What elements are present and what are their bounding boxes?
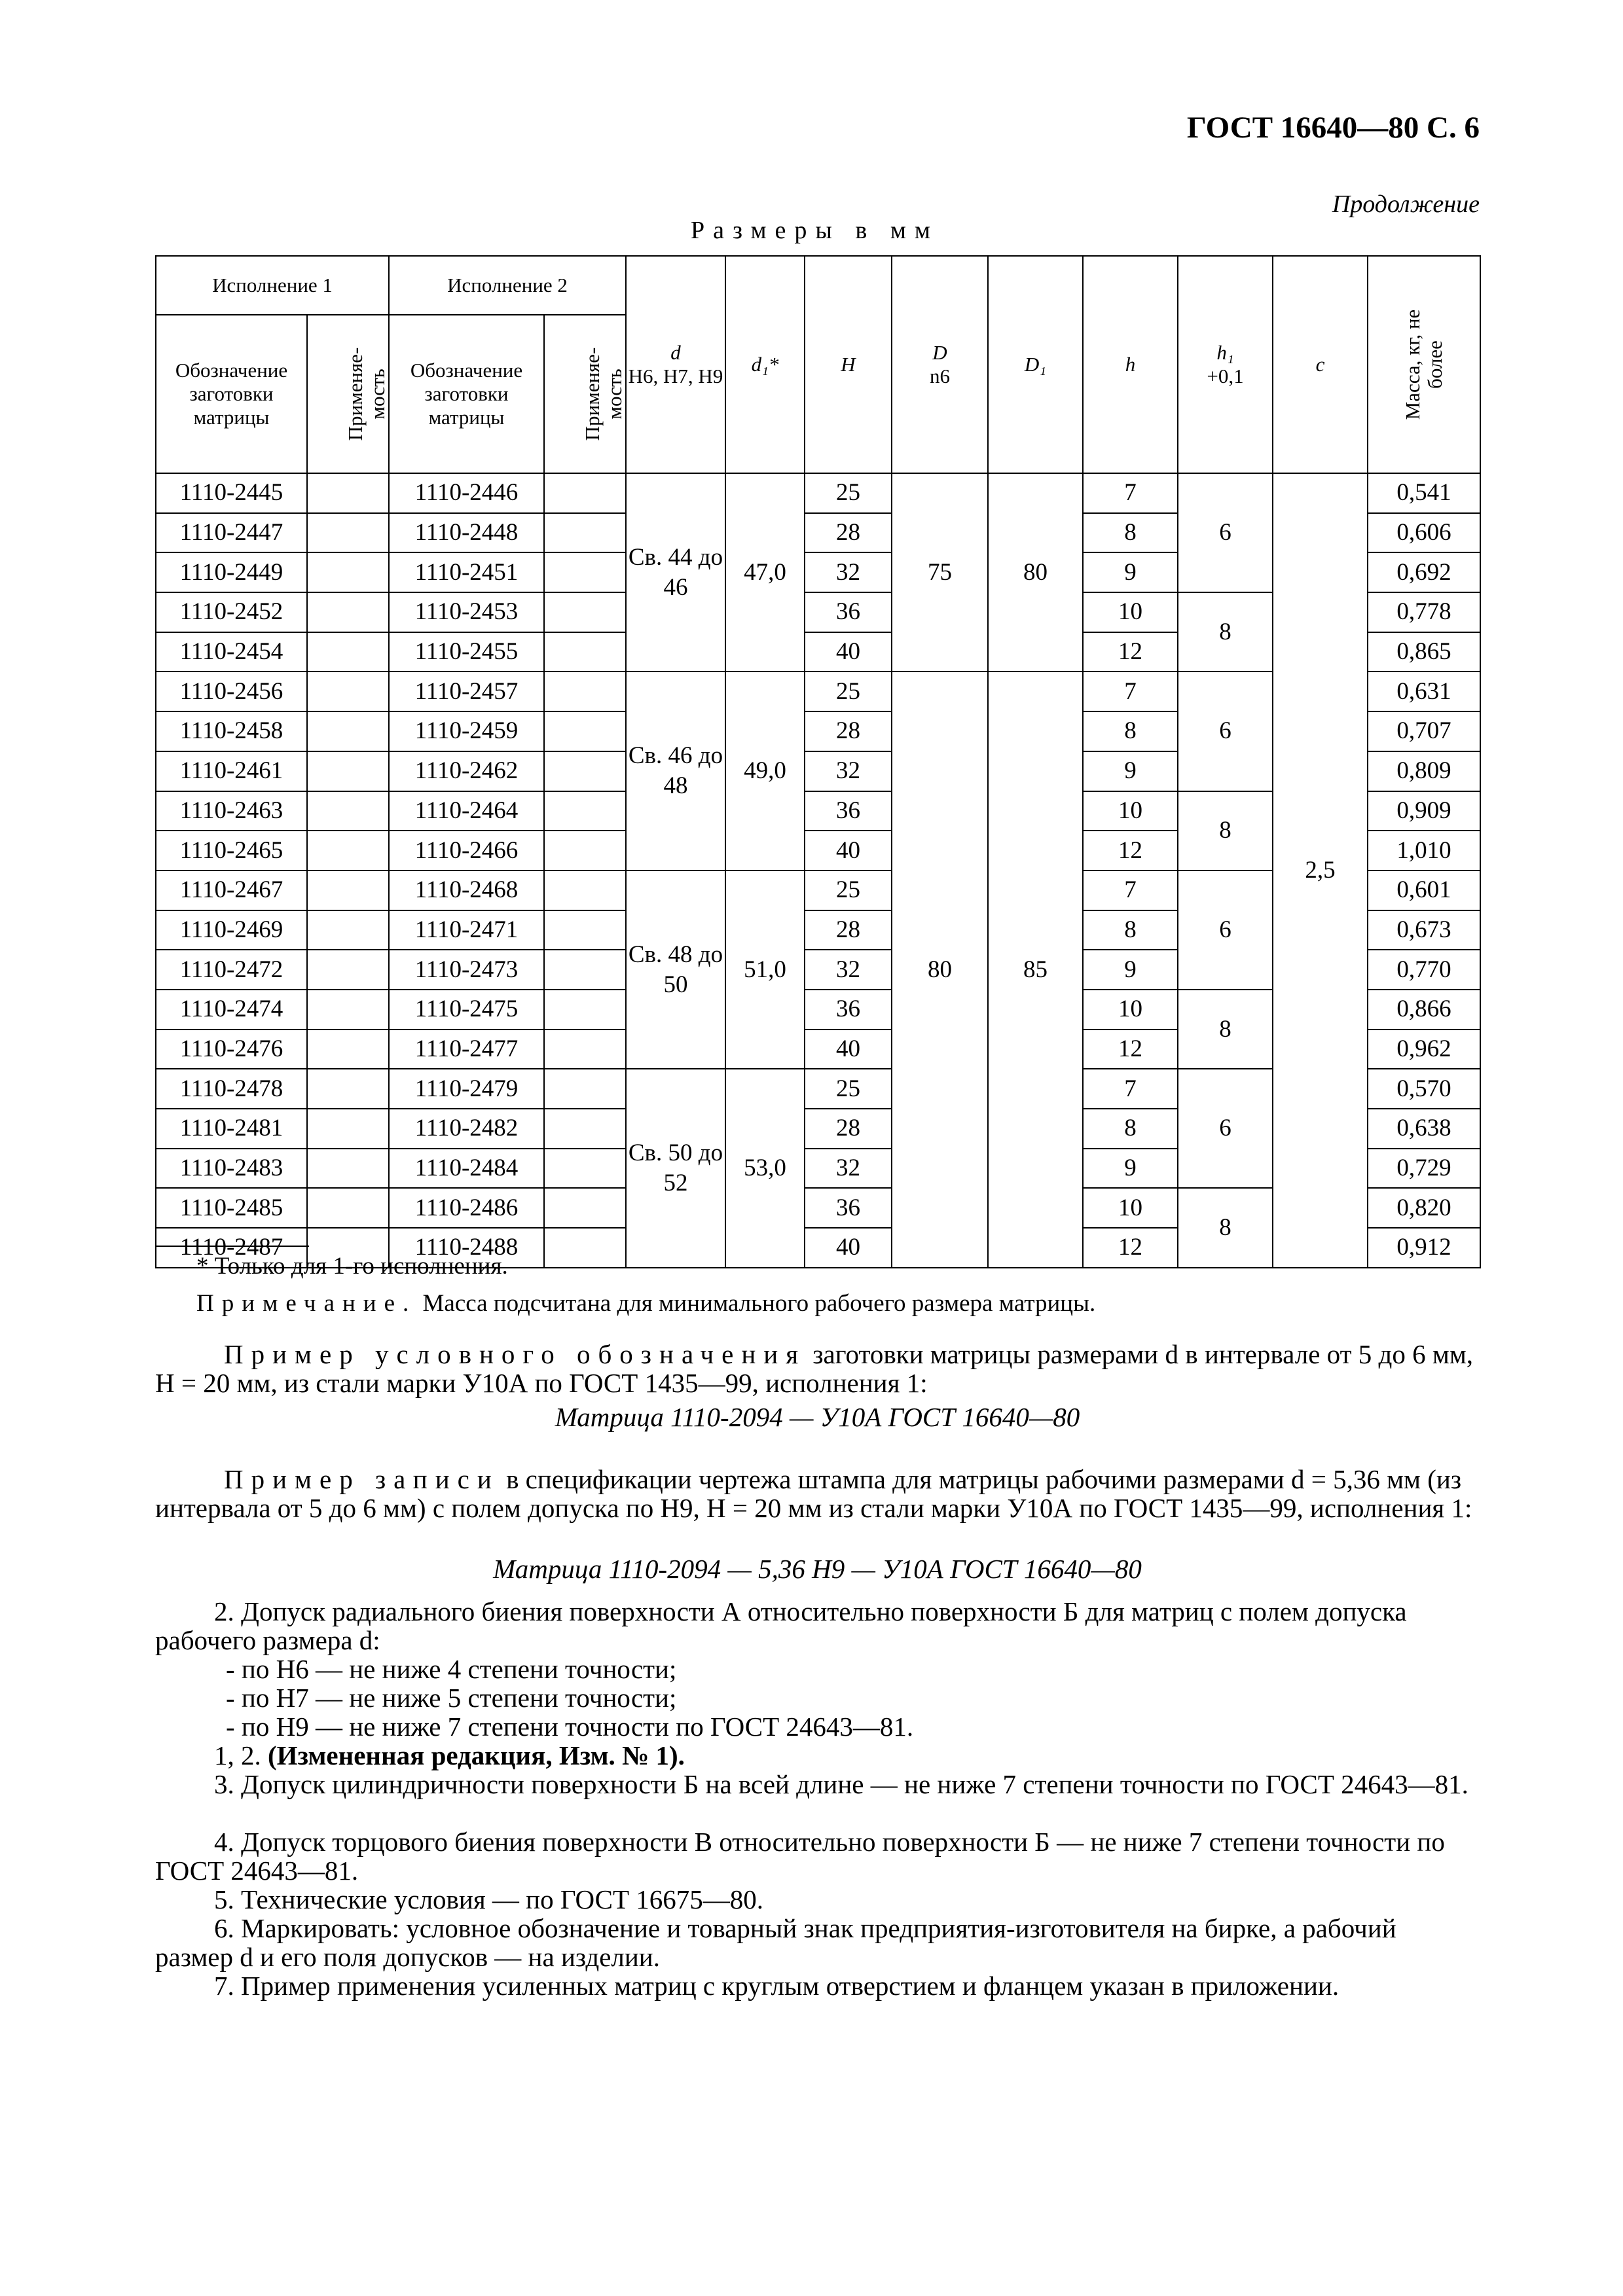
example-designation-label: Пример условного обозначения xyxy=(224,1339,807,1369)
header-designation-2: Обозначение заготовки матрицы xyxy=(389,315,544,473)
cell-mass: 0,601 xyxy=(1368,870,1480,910)
cell-applicability-2 xyxy=(544,552,626,592)
header-H: H xyxy=(805,256,892,473)
header-d-symbol: d xyxy=(670,341,681,364)
cell-h: 10 xyxy=(1083,1188,1178,1228)
cell-h1: 6 xyxy=(1178,672,1273,791)
cell-applicability-1 xyxy=(307,950,389,990)
clause-2: 2. Допуск радиального биения поверхности А относительно поверхности Б для матриц с полем допуска рабочего размера d: xyxy=(155,1596,1407,1655)
cell-designation-1: 1110-2461 xyxy=(156,751,307,791)
cell-mass: 0,673 xyxy=(1368,910,1480,950)
header-d xyxy=(626,256,725,473)
cell-applicability-2 xyxy=(544,1109,626,1149)
header-execution-2: Исполнение 2 xyxy=(389,256,626,315)
cell-designation-1: 1110-2454 xyxy=(156,632,307,672)
cell-H: 32 xyxy=(805,552,892,592)
cell-d-range: Св. 48 до 50 xyxy=(626,870,725,1069)
cell-designation-2: 1110-2457 xyxy=(389,672,544,711)
cell-H: 32 xyxy=(805,751,892,791)
cell-H: 25 xyxy=(805,473,892,513)
cell-h: 9 xyxy=(1083,1149,1178,1189)
cell-applicability-2 xyxy=(544,473,626,513)
clause-amendment-number: 1, 2. xyxy=(214,1740,261,1770)
cell-H: 40 xyxy=(805,831,892,870)
cell-applicability-2 xyxy=(544,910,626,950)
cell-designation-1: 1110-2487 xyxy=(156,1228,307,1268)
cell-applicability-2 xyxy=(544,870,626,910)
cell-h1: 6 xyxy=(1178,1069,1273,1188)
cell-designation-2: 1110-2475 xyxy=(389,990,544,1030)
cell-applicability-2 xyxy=(544,1228,626,1268)
example-record-paragraph xyxy=(155,1465,1480,1522)
cell-designation-1: 1110-2452 xyxy=(156,592,307,632)
cell-mass: 0,909 xyxy=(1368,791,1480,831)
header-designation-1: Обозначение заготовки матрицы xyxy=(156,315,307,473)
cell-h: 9 xyxy=(1083,751,1178,791)
cell-applicability-2 xyxy=(544,990,626,1030)
cell-applicability-2 xyxy=(544,1069,626,1109)
cell-d1: 53,0 xyxy=(725,1069,805,1267)
cell-designation-2: 1110-2462 xyxy=(389,751,544,791)
cell-H: 32 xyxy=(805,950,892,990)
cell-mass: 0,541 xyxy=(1368,473,1480,513)
cell-H: 25 xyxy=(805,1069,892,1109)
cell-designation-2: 1110-2482 xyxy=(389,1109,544,1149)
cell-h1: 8 xyxy=(1178,990,1273,1069)
header-applicability-2-text: Применяе-мость xyxy=(581,347,626,440)
cell-mass: 0,570 xyxy=(1368,1069,1480,1109)
cell-designation-2: 1110-2479 xyxy=(389,1069,544,1109)
cell-applicability-1 xyxy=(307,870,389,910)
page-header: ГОСТ 16640—80 С. 6 xyxy=(1186,111,1480,145)
header-h1-symbol: h₁ xyxy=(1216,341,1234,364)
cell-applicability-1 xyxy=(307,552,389,592)
header-c: c xyxy=(1273,256,1368,473)
cell-h: 12 xyxy=(1083,1228,1178,1268)
cell-designation-1: 1110-2474 xyxy=(156,990,307,1030)
cell-h: 8 xyxy=(1083,513,1178,553)
header-h: h xyxy=(1083,256,1178,473)
header-mass xyxy=(1368,256,1480,473)
cell-designation-1: 1110-2467 xyxy=(156,870,307,910)
header-execution-1: Исполнение 1 xyxy=(156,256,389,315)
clause-2-item-h6: - по Н6 — не ниже 4 степени точности; xyxy=(226,1654,677,1684)
cell-designation-2: 1110-2451 xyxy=(389,552,544,592)
cell-designation-1: 1110-2478 xyxy=(156,1069,307,1109)
cell-applicability-1 xyxy=(307,1188,389,1228)
cell-h: 10 xyxy=(1083,791,1178,831)
cell-H: 28 xyxy=(805,513,892,553)
cell-applicability-2 xyxy=(544,831,626,870)
footnote-separator xyxy=(155,1246,309,1247)
cell-applicability-1 xyxy=(307,473,389,513)
cell-h: 7 xyxy=(1083,870,1178,910)
clause-2-item-h9: - по Н9 — не ниже 7 степени точности по ГОСТ 24643—81. xyxy=(226,1712,914,1742)
cell-D: 80 xyxy=(892,672,988,1267)
continuation-label: Продолжение xyxy=(1332,190,1480,218)
cell-applicability-1 xyxy=(307,592,389,632)
cell-applicability-2 xyxy=(544,1030,626,1069)
cell-mass: 0,606 xyxy=(1368,513,1480,553)
cell-designation-2: 1110-2466 xyxy=(389,831,544,870)
cell-designation-2: 1110-2468 xyxy=(389,870,544,910)
cell-h: 9 xyxy=(1083,552,1178,592)
cell-designation-1: 1110-2469 xyxy=(156,910,307,950)
cell-h1: 6 xyxy=(1178,473,1273,592)
dimensions-table xyxy=(155,255,1481,1268)
cell-designation-1: 1110-2485 xyxy=(156,1188,307,1228)
cell-H: 25 xyxy=(805,672,892,711)
example-designation-formula: Матрица 1110-2094 — У10А ГОСТ 16640—80 xyxy=(555,1402,1080,1432)
cell-H: 40 xyxy=(805,632,892,672)
clause-5: 5. Технические условия — по ГОСТ 16675—80. xyxy=(214,1884,764,1914)
clause-amendment-text: (Измененная редакция, Изм. № 1). xyxy=(268,1740,685,1770)
cell-applicability-2 xyxy=(544,1188,626,1228)
cell-mass: 0,962 xyxy=(1368,1030,1480,1069)
cell-mass: 0,809 xyxy=(1368,751,1480,791)
cell-applicability-1 xyxy=(307,513,389,553)
cell-h: 8 xyxy=(1083,711,1178,751)
clause-amendment xyxy=(155,1741,1480,1770)
table-body xyxy=(156,473,1480,1268)
cell-mass: 0,729 xyxy=(1368,1149,1480,1189)
cell-designation-1: 1110-2472 xyxy=(156,950,307,990)
cell-mass: 0,770 xyxy=(1368,950,1480,990)
header-D-symbol: D xyxy=(932,341,947,364)
cell-d-range: Св. 44 до 46 xyxy=(626,473,725,672)
cell-applicability-2 xyxy=(544,751,626,791)
cell-d1: 49,0 xyxy=(725,672,805,870)
cell-D1: 80 xyxy=(988,473,1083,672)
cell-designation-1: 1110-2458 xyxy=(156,711,307,751)
footnote: * Только для 1-го исполнения. xyxy=(196,1253,508,1280)
cell-mass: 0,865 xyxy=(1368,632,1480,672)
cell-applicability-2 xyxy=(544,513,626,553)
cell-applicability-2 xyxy=(544,592,626,632)
header-applicability-1 xyxy=(307,315,389,473)
cell-designation-2: 1110-2484 xyxy=(389,1149,544,1189)
header-D1: D₁ xyxy=(988,256,1083,473)
cell-applicability-1 xyxy=(307,751,389,791)
note-text: Масса подсчитана для минимального рабочего размера матрицы. xyxy=(422,1290,1096,1317)
note-label: Примечание. xyxy=(196,1290,417,1317)
example-designation-paragraph xyxy=(155,1340,1480,1397)
clause-4: 4. Допуск торцового биения поверхности В относительно поверхности Б — не ниже 7 степени точности по ГОСТ 24643—81. xyxy=(155,1827,1445,1886)
cell-applicability-1 xyxy=(307,910,389,950)
cell-c: 2,5 xyxy=(1273,473,1368,1268)
cell-designation-2: 1110-2459 xyxy=(389,711,544,751)
cell-mass: 0,912 xyxy=(1368,1228,1480,1268)
cell-H: 36 xyxy=(805,990,892,1030)
cell-applicability-1 xyxy=(307,791,389,831)
cell-h: 7 xyxy=(1083,672,1178,711)
cell-d1: 47,0 xyxy=(725,473,805,672)
cell-designation-2: 1110-2488 xyxy=(389,1228,544,1268)
clause-2-item-h7: - по Н7 — не ниже 5 степени точности; xyxy=(226,1683,677,1713)
cell-H: 36 xyxy=(805,1188,892,1228)
cell-applicability-2 xyxy=(544,672,626,711)
cell-designation-2: 1110-2455 xyxy=(389,632,544,672)
cell-applicability-1 xyxy=(307,1109,389,1149)
clause-3: 3. Допуск цилиндричности поверхности Б на всей длине — не ниже 7 степени точности по ГОСТ 24643—81. xyxy=(214,1769,1468,1799)
cell-designation-2: 1110-2448 xyxy=(389,513,544,553)
cell-designation-2: 1110-2453 xyxy=(389,592,544,632)
cell-mass: 0,820 xyxy=(1368,1188,1480,1228)
cell-h: 8 xyxy=(1083,1109,1178,1149)
units-caption: Размеры в мм xyxy=(691,217,939,244)
cell-D1: 85 xyxy=(988,672,1083,1267)
cell-h: 12 xyxy=(1083,831,1178,870)
cell-applicability-1 xyxy=(307,1069,389,1109)
cell-applicability-1 xyxy=(307,711,389,751)
header-h1-tolerance: +0,1 xyxy=(1207,365,1244,387)
cell-mass: 0,707 xyxy=(1368,711,1480,751)
cell-designation-1: 1110-2463 xyxy=(156,791,307,831)
cell-h: 9 xyxy=(1083,950,1178,990)
cell-designation-1: 1110-2447 xyxy=(156,513,307,553)
cell-H: 28 xyxy=(805,910,892,950)
cell-designation-2: 1110-2477 xyxy=(389,1030,544,1069)
cell-designation-2: 1110-2446 xyxy=(389,473,544,513)
cell-designation-1: 1110-2465 xyxy=(156,831,307,870)
cell-H: 36 xyxy=(805,791,892,831)
cell-applicability-2 xyxy=(544,632,626,672)
header-applicability-1-text: Применяе-мость xyxy=(344,347,389,440)
cell-mass: 0,866 xyxy=(1368,990,1480,1030)
header-d-tolerance: Н6, Н7, Н9 xyxy=(628,365,723,387)
cell-designation-2: 1110-2464 xyxy=(389,791,544,831)
cell-H: 40 xyxy=(805,1228,892,1268)
cell-H: 36 xyxy=(805,592,892,632)
cell-applicability-2 xyxy=(544,711,626,751)
cell-applicability-2 xyxy=(544,950,626,990)
cell-mass: 0,631 xyxy=(1368,672,1480,711)
cell-H: 25 xyxy=(805,870,892,910)
cell-designation-2: 1110-2473 xyxy=(389,950,544,990)
cell-applicability-1 xyxy=(307,831,389,870)
cell-d1: 51,0 xyxy=(725,870,805,1069)
example-designation-text: заготовки матрицы размерами d в интервале от 5 до 6 мм, H = 20 мм, из стали марки У10А по ГОСТ 1435—99, исполнения 1: xyxy=(155,1339,1474,1398)
header-h1 xyxy=(1178,256,1273,473)
cell-h: 7 xyxy=(1083,1069,1178,1109)
cell-applicability-1 xyxy=(307,672,389,711)
cell-h: 7 xyxy=(1083,473,1178,513)
header-applicability-2 xyxy=(544,315,626,473)
cell-h: 10 xyxy=(1083,990,1178,1030)
cell-h: 10 xyxy=(1083,592,1178,632)
header-D-tolerance: n6 xyxy=(930,365,950,387)
cell-h1: 8 xyxy=(1178,791,1273,870)
cell-mass: 0,638 xyxy=(1368,1109,1480,1149)
example-record-text: в спецификации чертежа штампа для матрицы рабочими размерами d = 5,36 мм (из интервала от 5 до 6 мм) с полем допуска по Н9, H = 20 мм из стали марки У10А по ГОСТ 1435—99, исполнения 1: xyxy=(155,1464,1472,1523)
cell-applicability-1 xyxy=(307,990,389,1030)
cell-designation-1: 1110-2449 xyxy=(156,552,307,592)
cell-applicability-2 xyxy=(544,791,626,831)
table-row xyxy=(156,473,1480,513)
cell-applicability-1 xyxy=(307,1149,389,1189)
cell-mass: 0,692 xyxy=(1368,552,1480,592)
cell-h: 8 xyxy=(1083,910,1178,950)
clause-7: 7. Пример применения усиленных матриц с круглым отверстием и фланцем указан в приложении. xyxy=(214,1971,1340,2001)
header-D xyxy=(892,256,988,473)
note xyxy=(196,1289,1095,1318)
cell-designation-1: 1110-2456 xyxy=(156,672,307,711)
cell-designation-1: 1110-2483 xyxy=(156,1149,307,1189)
cell-H: 28 xyxy=(805,1109,892,1149)
cell-H: 40 xyxy=(805,1030,892,1069)
cell-h: 12 xyxy=(1083,632,1178,672)
cell-designation-2: 1110-2486 xyxy=(389,1188,544,1228)
cell-applicability-1 xyxy=(307,632,389,672)
cell-mass: 1,010 xyxy=(1368,831,1480,870)
cell-designation-1: 1110-2481 xyxy=(156,1109,307,1149)
cell-h1: 6 xyxy=(1178,870,1273,990)
cell-mass: 0,778 xyxy=(1368,592,1480,632)
cell-d-range: Св. 50 до 52 xyxy=(626,1069,725,1267)
cell-H: 28 xyxy=(805,711,892,751)
cell-designation-1: 1110-2476 xyxy=(156,1030,307,1069)
cell-applicability-2 xyxy=(544,1149,626,1189)
cell-applicability-1 xyxy=(307,1030,389,1069)
cell-h1: 8 xyxy=(1178,1188,1273,1267)
header-mass-text: Масса, кг, не более xyxy=(1401,309,1446,420)
cell-d-range: Св. 46 до 48 xyxy=(626,672,725,870)
header-d1: d₁* xyxy=(725,256,805,473)
cell-designation-1: 1110-2445 xyxy=(156,473,307,513)
cell-h1: 8 xyxy=(1178,592,1273,672)
example-record-formula: Матрица 1110-2094 — 5,36 Н9 — У10А ГОСТ 16640—80 xyxy=(493,1554,1142,1584)
cell-D: 75 xyxy=(892,473,988,672)
clause-6: 6. Маркировать: условное обозначение и товарный знак предприятия-изготовителя на бирке, а рабочий размер d и его поля допусков — на изделии. xyxy=(155,1913,1396,1972)
cell-H: 32 xyxy=(805,1149,892,1189)
example-record-label: Пример записи xyxy=(224,1464,500,1494)
cell-h: 12 xyxy=(1083,1030,1178,1069)
cell-designation-2: 1110-2471 xyxy=(389,910,544,950)
